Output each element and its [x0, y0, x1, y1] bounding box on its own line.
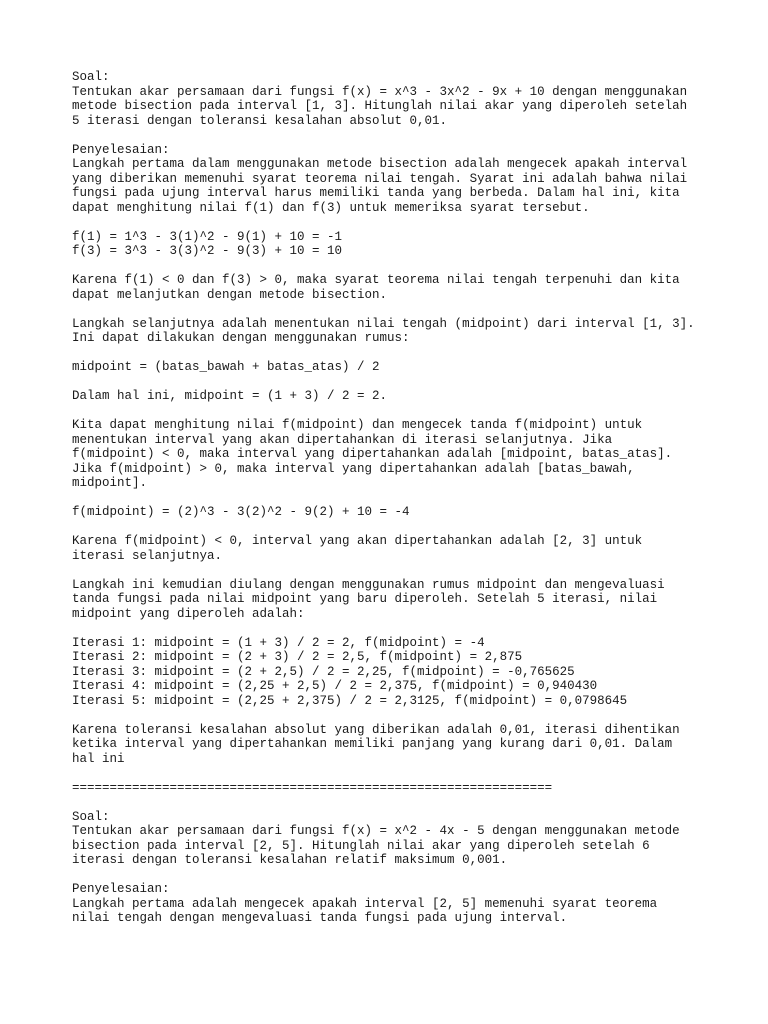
text-line: metode bisection pada interval [1, 3]. Hitunglah nilai akar yang diperoleh setelah [72, 99, 688, 113]
text-line: dapat menghitung nilai f(1) dan f(3) untuk memeriksa syarat tersebut. [72, 200, 590, 215]
text-line: Karena f(1) < 0 dan f(3) > 0, maka syarat teorema nilai tengah terpenuhi dan kita [72, 273, 680, 287]
text-line: Langkah pertama dalam menggunakan metode bisection adalah mengecek apakah interval [72, 157, 688, 171]
text-line: iterasi dengan toleransi kesalahan relatif maksimum 0,001. [72, 853, 508, 867]
section-separator: ================================================================ [72, 780, 553, 795]
text-line: Ini dapat dilakukan dengan menggunakan rumus: [72, 331, 410, 345]
text-line: Karena f(midpoint) < 0, interval yang akan dipertahankan adalah [2, 3] untuk [72, 534, 643, 548]
text-line: menentukan interval yang akan dipertahankan di iterasi selanjutnya. Jika [72, 432, 613, 447]
text-line: Jika f(midpoint) > 0, maka interval yang dipertahankan adalah [batas_bawah, [72, 461, 635, 476]
text-line: nilai tengah dengan mengevaluasi tanda fungsi pada ujung interval. [72, 911, 568, 925]
penyelesaian-label: Penyelesaian: [72, 882, 170, 896]
text-line: dapat melanjutkan dengan metode bisection. [72, 287, 388, 302]
conclusion-paragraph [72, 723, 722, 767]
text-line: Karena toleransi kesalahan absolut yang diberikan adalah 0,01, iterasi dihentikan [72, 722, 680, 737]
evaluations-block [72, 230, 722, 259]
text-line: bisection pada interval [2, 5]. Hitunglah nilai akar yang diperoleh setelah 6 [72, 838, 650, 853]
text-line: tanda fungsi pada nilai midpoint yang baru diperoleh. Setelah 5 iterasi, nilai [72, 592, 658, 606]
text-line: Langkah pertama adalah mengecek apakah interval [2, 5] memenuhi syarat teorema [72, 896, 658, 911]
iteration-line: Iterasi 4: midpoint = (2,25 + 2,5) / 2 = 2,375, f(midpoint) = 0,940430 [72, 679, 598, 693]
text-line: f(1) = 1^3 - 3(1)^2 - 9(1) + 10 = -1 [72, 229, 343, 244]
problem-2 [72, 810, 722, 926]
iterations-list [72, 636, 722, 709]
text-line: hal ini [72, 751, 125, 766]
text-line: Tentukan akar persamaan dari fungsi f(x) = x^2 - 4x - 5 dengan menggunakan metode [72, 824, 680, 838]
text-line: midpoint yang diperoleh adalah: [72, 606, 305, 621]
text-line: Tentukan akar persamaan dari fungsi f(x) = x^3 - 3x^2 - 9x + 10 dengan menggunakan [72, 84, 688, 99]
problem-1 [72, 70, 722, 766]
document-page [72, 70, 722, 926]
f-midpoint-calculation: f(midpoint) = (2)^3 - 3(2)^2 - 9(2) + 10 = -4 [72, 505, 410, 519]
text-line: fungsi pada ujung interval harus memiliki tanda yang berbeda. Dalam hal ini, kita [72, 186, 680, 200]
text-line: midpoint]. [72, 476, 148, 490]
text-line: 5 iterasi dengan toleransi kesalahan absolut 0,01. [72, 113, 448, 128]
text-line: iterasi selanjutnya. [72, 548, 223, 563]
iteration-line: Iterasi 3: midpoint = (2 + 2,5) / 2 = 2,25, f(midpoint) = -0,765625 [72, 664, 575, 679]
kept-interval-paragraph [72, 534, 722, 563]
midpoint-formula: midpoint = (batas_bawah + batas_atas) / 2 [72, 360, 380, 374]
text-line: f(3) = 3^3 - 3(3)^2 - 9(3) + 10 = 10 [72, 244, 343, 258]
midpoint-calculation: Dalam hal ini, midpoint = (1 + 3) / 2 = 2. [72, 389, 388, 403]
text-line: Langkah ini kemudian diulang dengan menggunakan rumus midpoint dan mengevaluasi [72, 577, 665, 592]
repeat-paragraph [72, 578, 722, 622]
text-line: ketika interval yang dipertahankan memiliki panjang yang kurang dari 0,01. Dalam [72, 737, 673, 751]
next-step-paragraph [72, 317, 722, 346]
rule-paragraph [72, 418, 722, 491]
question-text [72, 824, 722, 868]
intro-paragraph [72, 157, 722, 215]
question-text [72, 85, 722, 129]
iteration-line: Iterasi 5: midpoint = (2,25 + 2,375) / 2 = 2,3125, f(midpoint) = 0,0798645 [72, 693, 628, 708]
soal-label: Soal: [72, 70, 110, 84]
iteration-line: Iterasi 2: midpoint = (2 + 3) / 2 = 2,5, f(midpoint) = 2,875 [72, 650, 523, 664]
iteration-line: Iterasi 1: midpoint = (1 + 3) / 2 = 2, f(midpoint) = -4 [72, 635, 485, 650]
text-line: f(midpoint) < 0, maka interval yang dipertahankan adalah [midpoint, batas_atas]. [72, 447, 673, 461]
text-line: yang diberikan memenuhi syarat teorema nilai tengah. Syarat ini adalah bahwa nilai [72, 171, 688, 186]
text-line: Kita dapat menghitung nilai f(midpoint) dan mengecek tanda f(midpoint) untuk [72, 418, 643, 432]
penyelesaian-label: Penyelesaian: [72, 142, 170, 157]
condition-paragraph [72, 273, 722, 302]
text-line: Langkah selanjutnya adalah menentukan nilai tengah (midpoint) dari interval [1, 3]. [72, 316, 695, 331]
intro-paragraph [72, 897, 722, 926]
soal-label: Soal: [72, 809, 110, 824]
